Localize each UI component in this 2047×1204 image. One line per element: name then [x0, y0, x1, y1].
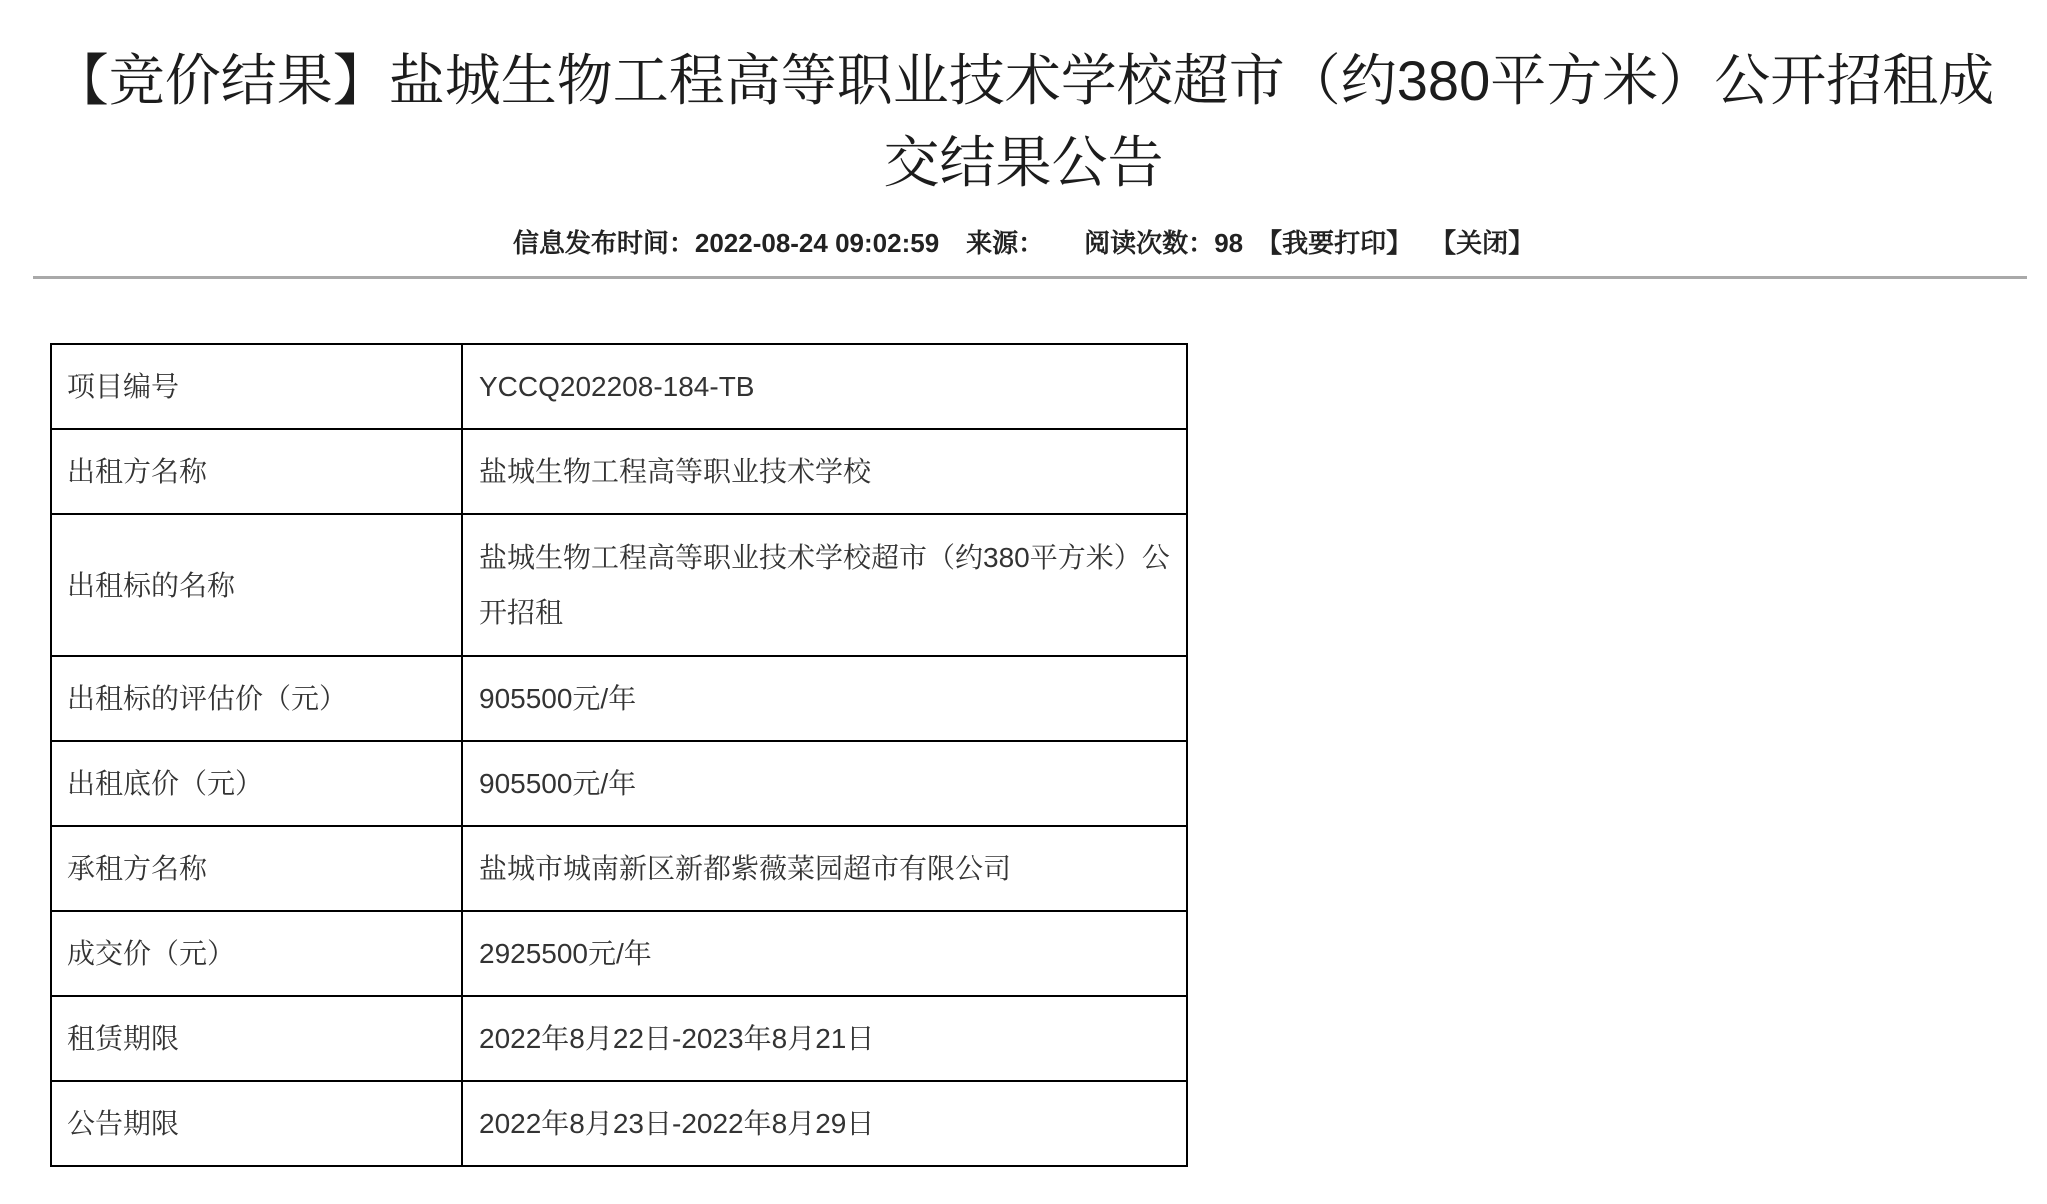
view-count-label: 阅读次数： [1084, 228, 1215, 258]
row-value: 盐城生物工程高等职业技术学校超市（约380平方米）公开招租 [462, 514, 1187, 656]
article-meta [0, 223, 2047, 263]
page-title: 【竞价结果】盐城生物工程高等职业技术学校超市（约380平方米）公开招租成交结果公告 [52, 49, 1995, 194]
row-value: 盐城生物工程高等职业技术学校 [462, 429, 1187, 514]
table-row [51, 344, 1187, 429]
row-label: 出租底价（元） [51, 741, 462, 826]
source-label: 来源： [966, 228, 1045, 258]
row-label: 公告期限 [51, 1081, 462, 1166]
result-details-table [50, 343, 1188, 1167]
row-value: 2925500元/年 [462, 911, 1187, 996]
row-label: 出租标的名称 [51, 514, 462, 656]
view-count: 98 [1214, 228, 1244, 258]
table-row [51, 996, 1187, 1081]
row-label: 承租方名称 [51, 826, 462, 911]
close-link[interactable]: 【关闭】 [1430, 228, 1535, 258]
article-header [0, 0, 2047, 263]
row-value: YCCQ202208-184-TB [462, 344, 1187, 429]
row-value: 2022年8月23日-2022年8月29日 [462, 1081, 1187, 1166]
table-row [51, 911, 1187, 996]
row-label: 出租方名称 [51, 429, 462, 514]
row-value: 905500元/年 [462, 656, 1187, 741]
row-label: 成交价（元） [51, 911, 462, 996]
table-row [51, 514, 1187, 656]
publish-time: 2022-08-24 09:02:59 [694, 228, 940, 258]
row-label: 出租标的评估价（元） [51, 656, 462, 741]
table-row [51, 656, 1187, 741]
table-row [51, 741, 1187, 826]
row-value: 2022年8月22日-2023年8月21日 [462, 996, 1187, 1081]
table-row [51, 429, 1187, 514]
row-value: 905500元/年 [462, 741, 1187, 826]
row-label: 项目编号 [51, 344, 462, 429]
publish-time-label: 信息发布时间： [512, 228, 695, 258]
header-divider [33, 276, 2027, 279]
table-row [51, 1081, 1187, 1166]
row-label: 租赁期限 [51, 996, 462, 1081]
table-row [51, 826, 1187, 911]
print-link[interactable]: 【我要打印】 [1256, 228, 1413, 258]
row-value: 盐城市城南新区新都紫薇菜园超市有限公司 [462, 826, 1187, 911]
